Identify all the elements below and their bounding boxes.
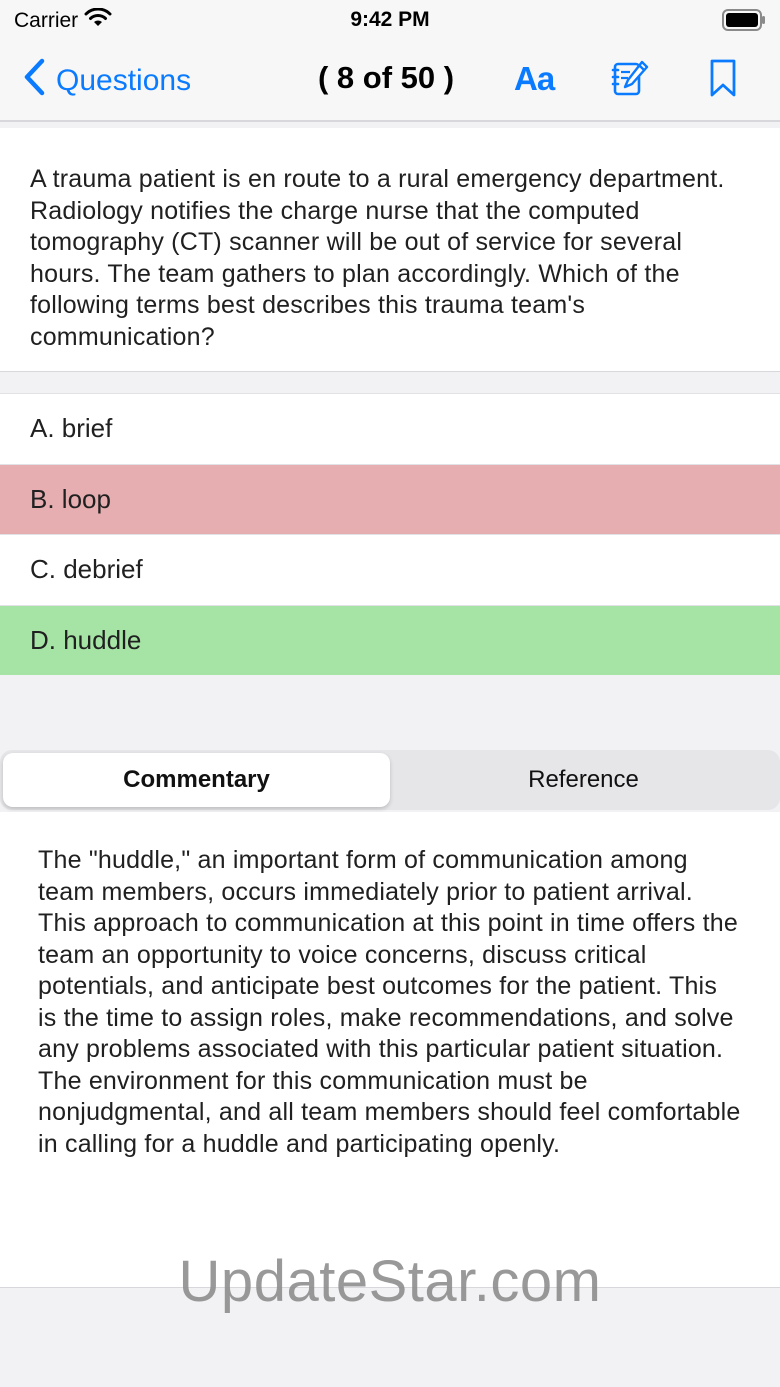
tab-reference[interactable]: Reference	[528, 766, 639, 793]
status-bar	[0, 0, 780, 40]
tab-commentary[interactable]: Commentary	[3, 753, 390, 807]
answer-option-d[interactable]: D. huddle	[0, 605, 780, 676]
question-counter: ( 8 of 50 )	[318, 60, 455, 95]
answer-list	[0, 393, 780, 675]
question-text: A trauma patient is en route to a rural emergency department. Radiology notifies the charge nurse that the computed tomography (CT) scanner will be out of service for several hours. The team gathers to plan accordingly. Which of the following terms best describes this trauma team's communication?	[0, 128, 780, 372]
bookmark-button[interactable]	[708, 58, 738, 103]
back-label: Questions	[56, 64, 192, 97]
watermark: UpdateStar.com	[178, 1249, 602, 1314]
battery-icon	[722, 9, 766, 37]
commentary-reference-tabs	[0, 750, 780, 810]
chevron-left-icon	[22, 58, 46, 104]
bookmark-icon	[708, 85, 738, 102]
status-time: 9:42 PM	[350, 8, 430, 31]
commentary-text: The "huddle," an important form of communication among team members, occurs immediately prior to patient arrival. This approach to communication at this point in time offers the team an opportunity to voice concerns, discuss critical potentials, and anticipate best outcomes for the patient. This is the time to assign roles, make recommendations, and solve any problems associated with this particular patient situation. The environment for this communication must be nonjudgmental, and all team members should feel comfortable in calling for a huddle and participating openly.	[0, 812, 780, 1288]
answer-option-c[interactable]: C. debrief	[0, 534, 780, 605]
notes-edit-icon	[610, 85, 650, 102]
font-size-button[interactable]: Aa	[514, 60, 555, 97]
notes-button[interactable]	[610, 58, 650, 103]
navigation-bar	[0, 40, 780, 122]
answer-option-a[interactable]: A. brief	[0, 393, 780, 464]
answer-option-b[interactable]: B. loop	[0, 464, 780, 535]
back-button[interactable]	[22, 58, 191, 104]
carrier-label: Carrier	[14, 9, 79, 32]
